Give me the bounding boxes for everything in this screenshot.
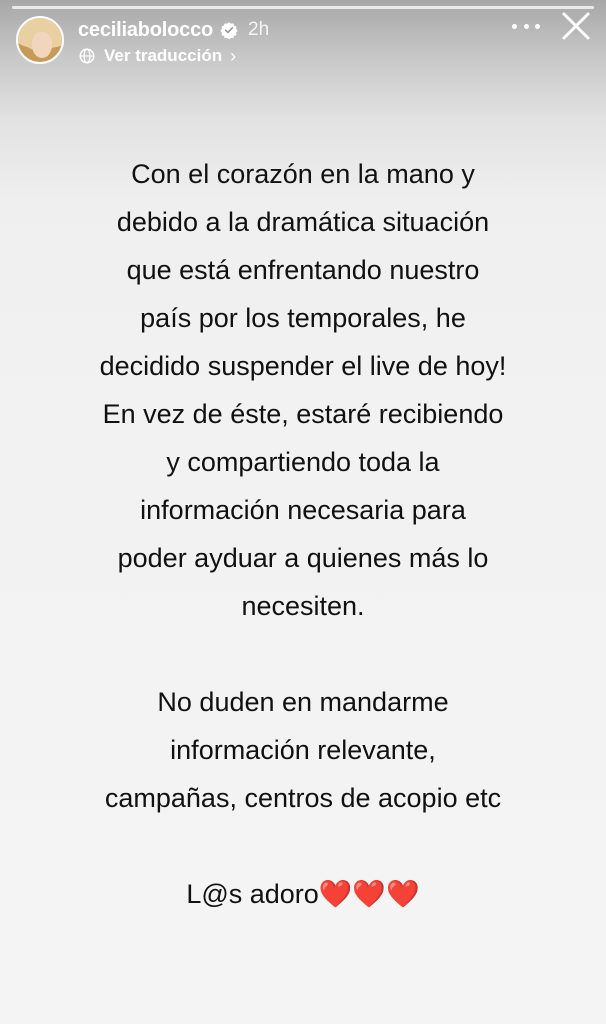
story-header bbox=[16, 16, 594, 72]
text-line: información relevante, bbox=[170, 735, 436, 765]
text-line: y compartiendo toda la bbox=[166, 447, 440, 477]
paragraph-1 bbox=[40, 150, 566, 630]
text-line: poder ayduar a quienes más lo bbox=[117, 543, 489, 573]
text-line: En vez de éste, estaré recibiendo bbox=[102, 399, 504, 429]
text-line: debido a la dramática situación bbox=[116, 207, 490, 237]
text-line: Con el corazón en la mano y bbox=[131, 159, 475, 189]
text-line: información necesaria para bbox=[140, 495, 466, 525]
text-line: L@s adoro❤️❤️❤️ bbox=[186, 879, 420, 909]
chevron-right-icon: › bbox=[230, 45, 237, 66]
close-icon[interactable] bbox=[558, 8, 594, 44]
progress-segment bbox=[12, 6, 594, 9]
text-line: necesiten. bbox=[241, 591, 365, 621]
post-time: 2h bbox=[248, 19, 270, 40]
translate-link[interactable] bbox=[78, 44, 269, 68]
avatar[interactable] bbox=[16, 16, 64, 64]
story-progress-bar bbox=[12, 6, 594, 9]
paragraph-spacer bbox=[40, 822, 566, 870]
text-line: que está enfrentando nuestro bbox=[126, 255, 480, 285]
avatar-face bbox=[32, 32, 52, 58]
translate-icon bbox=[78, 47, 96, 65]
translate-label: Ver traducción bbox=[104, 46, 223, 65]
name-row bbox=[78, 18, 269, 42]
paragraph-spacer bbox=[40, 630, 566, 678]
story-text bbox=[40, 150, 566, 918]
text-line: decidido suspender el live de hoy! bbox=[99, 351, 507, 381]
dot bbox=[512, 24, 517, 29]
paragraph-2 bbox=[40, 678, 566, 822]
username[interactable]: ceciliabolocco bbox=[78, 18, 214, 41]
more-dots-icon[interactable] bbox=[512, 16, 540, 36]
dot bbox=[535, 24, 540, 29]
text-line: No duden en mandarme bbox=[157, 687, 449, 717]
text-line: campañas, centros de acopio etc bbox=[104, 783, 502, 813]
dot bbox=[524, 24, 529, 29]
text-line: país por los temporales, he bbox=[140, 303, 466, 333]
header-meta bbox=[78, 18, 269, 68]
paragraph-3 bbox=[40, 870, 566, 918]
verified-badge-icon bbox=[220, 21, 238, 39]
